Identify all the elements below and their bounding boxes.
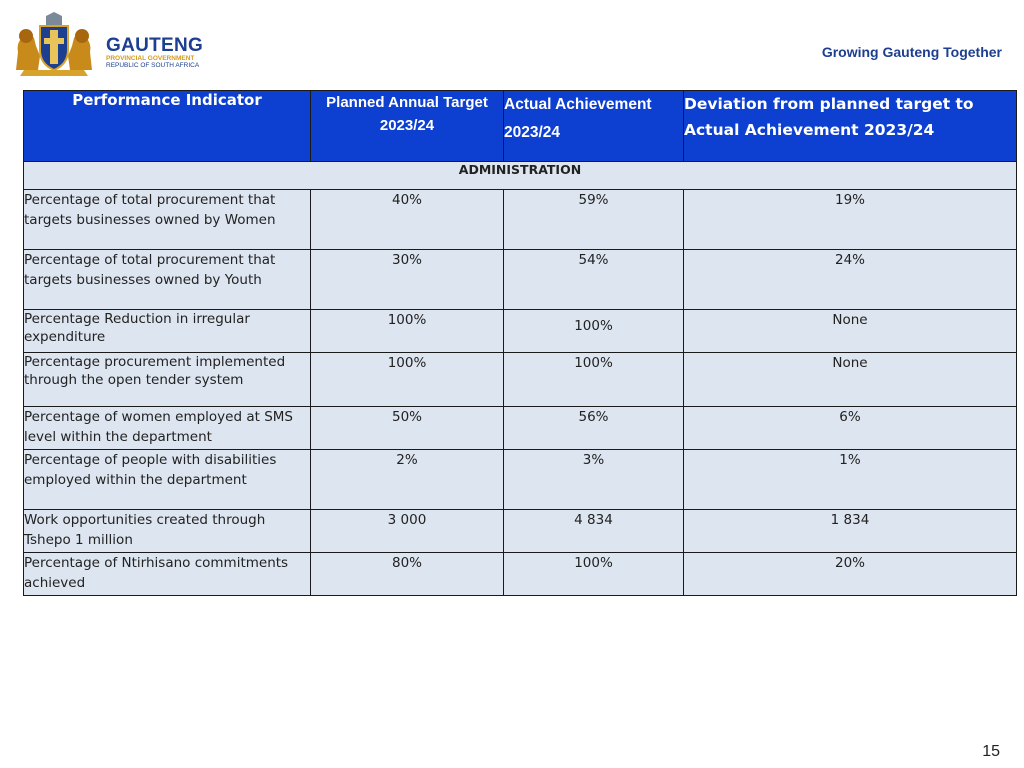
actual-cell: 100% xyxy=(504,553,684,596)
planned-cell: 100% xyxy=(311,310,504,353)
indicator-cell: Percentage of total procurement that targets businesses owned by Women xyxy=(24,190,311,250)
gauteng-logo xyxy=(10,12,204,78)
org-name: GAUTENG xyxy=(106,35,204,56)
deviation-cell: None xyxy=(684,353,1017,407)
planned-cell: 40% xyxy=(311,190,504,250)
table-row xyxy=(24,310,1017,353)
header-planned-target: Planned Annual Target 2023/24 xyxy=(311,91,504,162)
logo-text xyxy=(106,36,203,69)
performance-table xyxy=(23,90,1017,596)
org-subtitle: PROVINCIAL GOVERNMENT xyxy=(106,55,195,62)
deviation-cell: 24% xyxy=(684,250,1017,310)
header-performance-indicator: Performance Indicator xyxy=(24,91,311,162)
table-row xyxy=(24,510,1017,553)
deviation-cell: 6% xyxy=(684,407,1017,450)
deviation-cell: 19% xyxy=(684,190,1017,250)
table-row xyxy=(24,190,1017,250)
planned-cell: 30% xyxy=(311,250,504,310)
table-row xyxy=(24,450,1017,510)
table-header-row xyxy=(24,91,1017,162)
section-title: ADMINISTRATION xyxy=(24,162,1017,190)
planned-cell: 2% xyxy=(311,450,504,510)
table-row xyxy=(24,250,1017,310)
indicator-cell: Percentage of Ntirhisano commitments achieved xyxy=(24,553,311,596)
indicator-cell: Percentage of total procurement that targets businesses owned by Youth xyxy=(24,250,311,310)
table-row xyxy=(24,407,1017,450)
actual-cell: 4 834 xyxy=(504,510,684,553)
header-deviation: Deviation from planned target to Actual Achievement 2023/24 xyxy=(684,91,1017,162)
indicator-cell: Work opportunities created through Tshepo 1 million xyxy=(24,510,311,553)
indicator-cell: Percentage Reduction in irregular expenditure xyxy=(24,310,311,353)
planned-cell: 3 000 xyxy=(311,510,504,553)
header-actual-achievement: Actual Achievement 2023/24 xyxy=(504,91,684,162)
deviation-cell: 1 834 xyxy=(684,510,1017,553)
indicator-cell: Percentage of people with disabilities employed within the department xyxy=(24,450,311,510)
actual-cell: 100% xyxy=(504,310,684,353)
tagline: Growing Gauteng Together xyxy=(821,44,1002,60)
deviation-cell: 1% xyxy=(684,450,1017,510)
indicator-cell: Percentage procurement implemented through the open tender system xyxy=(24,353,311,407)
indicator-cell: Percentage of women employed at SMS level within the department xyxy=(24,407,311,450)
actual-cell: 3% xyxy=(504,450,684,510)
table-row xyxy=(24,553,1017,596)
planned-cell: 50% xyxy=(311,407,504,450)
planned-cell: 100% xyxy=(311,353,504,407)
coat-of-arms-icon xyxy=(10,12,98,78)
deviation-cell: 20% xyxy=(684,553,1017,596)
actual-cell: 59% xyxy=(504,190,684,250)
planned-cell: 80% xyxy=(311,553,504,596)
section-row xyxy=(24,162,1017,190)
org-country: REPUBLIC OF SOUTH AFRICA xyxy=(106,62,200,69)
page-number: 15 xyxy=(982,743,1000,760)
deviation-cell: None xyxy=(684,310,1017,353)
table-row xyxy=(24,353,1017,407)
actual-cell: 54% xyxy=(504,250,684,310)
actual-cell: 56% xyxy=(504,407,684,450)
actual-cell: 100% xyxy=(504,353,684,407)
